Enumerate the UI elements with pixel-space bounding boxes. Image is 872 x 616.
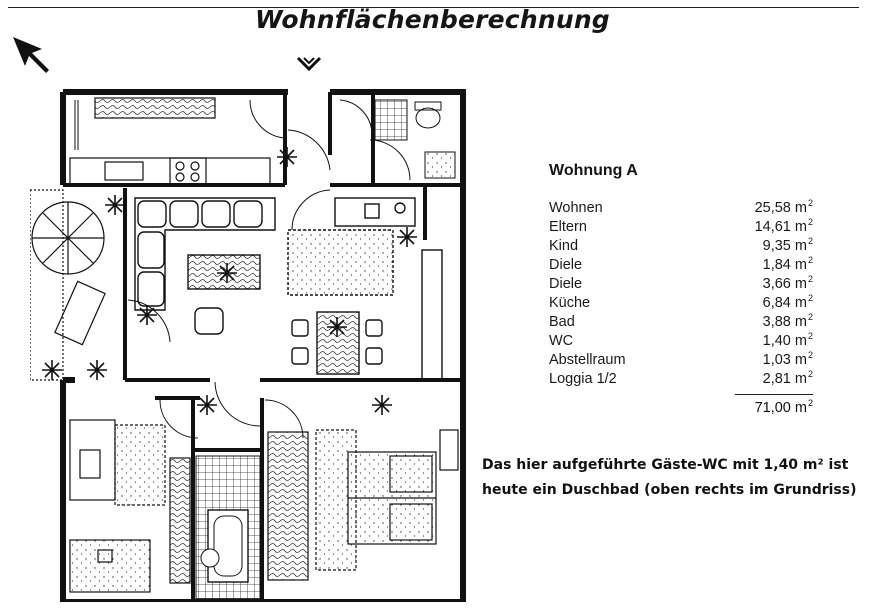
room-area: 14,61 $m^2$ bbox=[754, 217, 813, 235]
bathroom bbox=[196, 456, 260, 599]
area-row bbox=[549, 219, 817, 238]
room-area: 9,35 $m^2$ bbox=[762, 236, 813, 254]
room-area: 25,58 $m^2$ bbox=[754, 198, 813, 216]
total-area-value: 71,00 bbox=[754, 400, 791, 416]
room-area: 1,84 $m^2$ bbox=[762, 255, 813, 273]
apartment-heading: Wohnung A bbox=[549, 162, 638, 179]
shower-room bbox=[340, 100, 455, 178]
area-row bbox=[549, 276, 817, 295]
room-name: Bad bbox=[549, 314, 575, 330]
room-name: Abstellraum bbox=[549, 352, 626, 368]
room-name: Loggia 1/2 bbox=[549, 371, 617, 387]
room-area: 1,40 $m^2$ bbox=[762, 331, 813, 349]
room-name: Eltern bbox=[549, 219, 587, 235]
area-row bbox=[549, 257, 817, 276]
total-rule bbox=[735, 394, 813, 395]
bedroom bbox=[268, 430, 458, 580]
room-name: Diele bbox=[549, 257, 583, 273]
entrance-arrow-icon bbox=[296, 55, 322, 71]
page-title: Wohnflächenberechnung bbox=[255, 5, 610, 34]
area-row bbox=[549, 333, 817, 352]
room-area: 1,03 $m^2$ bbox=[762, 350, 813, 368]
room-area: 6,84 $m^2$ bbox=[762, 293, 813, 311]
room-area: 2,81 $m^2$ bbox=[762, 369, 813, 387]
area-row bbox=[549, 352, 817, 371]
area-row bbox=[549, 295, 817, 314]
area-row bbox=[549, 314, 817, 333]
loggia bbox=[30, 190, 105, 380]
child-room bbox=[70, 420, 190, 592]
north-arrow-icon bbox=[10, 34, 52, 76]
room-area: 3,88 $m^2$ bbox=[762, 312, 813, 330]
room-name: Kind bbox=[549, 238, 579, 254]
room-name: Wohnen bbox=[549, 200, 603, 216]
area-rows bbox=[549, 200, 817, 390]
area-row bbox=[549, 200, 817, 219]
room-name: Diele bbox=[549, 276, 583, 292]
room-area: 3,66 $m^2$ bbox=[762, 274, 813, 292]
note-line-2: heute ein Duschbad (oben rechts im Grundriss) bbox=[482, 482, 857, 498]
area-row bbox=[549, 371, 817, 390]
kitchen bbox=[70, 98, 270, 184]
room-name: Küche bbox=[549, 295, 591, 311]
floorplan-drawing bbox=[30, 80, 475, 602]
note-text bbox=[482, 453, 862, 503]
total-area: 71,00 $m^2$ bbox=[754, 398, 813, 416]
room-name: WC bbox=[549, 333, 574, 349]
living-room-furniture bbox=[135, 198, 442, 380]
area-table bbox=[549, 162, 817, 416]
area-row bbox=[549, 238, 817, 257]
note-line-1: Das hier aufgeführte Gäste-WC mit 1,40 m² ist bbox=[482, 457, 849, 473]
